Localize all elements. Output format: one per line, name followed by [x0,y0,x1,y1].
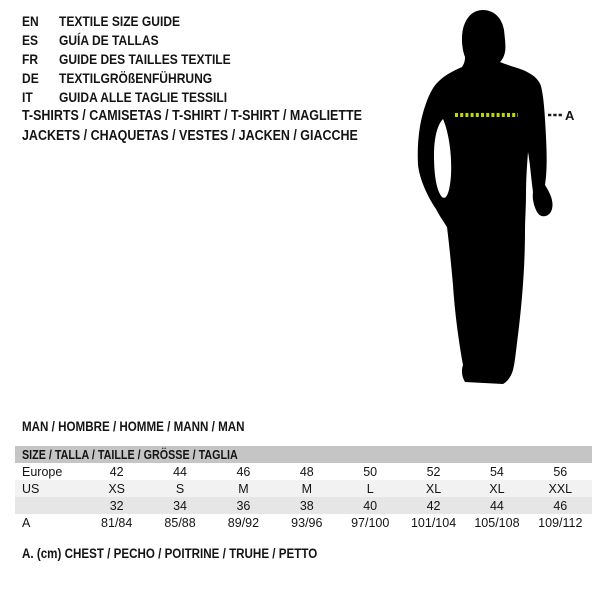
table-row-a [15,514,592,531]
table-row-label: US [22,481,40,496]
size-cell: L [366,481,374,496]
size-cell: S [175,481,185,496]
size-cell: 101/104 [410,515,457,530]
language-code: FR [22,51,39,67]
size-cell: 81/84 [101,515,133,530]
language-code: IT [22,89,33,105]
size-cell: M [301,481,313,496]
table-row-label: Europe [22,464,63,479]
table-row-us [15,480,592,497]
language-row-de [22,69,231,88]
man-silhouette-icon [418,10,553,384]
size-cell: 32 [109,498,124,513]
language-row-en [22,12,231,31]
size-cell: 42 [109,464,124,479]
size-cell: 97/100 [351,515,390,530]
language-code: DE [22,70,39,86]
section-title [22,419,281,434]
language-label: GUIDE DES TAILLES TEXTILE [58,51,231,67]
size-cell: 109/112 [538,515,583,530]
language-label: GUIDA ALLE TAGLIE TESSILI [58,89,228,105]
size-cell: XL [425,481,442,496]
size-cell: 46 [236,464,251,479]
size-cell: 89/92 [227,515,260,530]
size-cell: 36 [236,498,251,513]
table-body [15,463,592,531]
language-code: EN [22,13,39,29]
size-cell: XL [489,481,505,496]
size-cell: XXL [548,481,573,496]
size-cell: 44 [173,464,188,479]
size-cell: 38 [299,498,314,513]
man-figure [403,5,578,395]
size-cell: 85/88 [164,515,196,530]
language-list [22,12,231,107]
table-header [15,446,592,463]
size-cell: 54 [489,464,504,479]
language-row-fr [22,50,231,69]
size-cell: 40 [363,498,378,513]
language-row-it [22,88,231,107]
category-list [22,106,417,146]
size-cell: 93/96 [291,515,323,530]
size-cell: 46 [553,498,568,513]
size-cell: XS [108,481,126,496]
size-cell: 50 [363,464,378,479]
size-cell: 105/108 [474,515,520,530]
table-row-row2 [15,497,592,514]
size-cell: M [238,481,249,496]
table-row-europe [15,463,592,480]
size-cell: 34 [173,498,188,513]
language-label: GUÍA DE TALLAS [58,32,159,48]
language-row-es [22,31,231,50]
size-cell: 48 [299,464,314,479]
section-title-text: MAN / HOMBRE / HOMME / MANN / MAN [22,419,245,434]
table-header-label: SIZE / TALLA / TAILLE / GRÖSSE / TAGLIA [22,447,238,462]
category-line-jackets: JACKETS / CHAQUETAS / VESTES / JACKEN / GIACCHE [22,128,358,144]
category-line-tshirts: T-SHIRTS / CAMISETAS / T-SHIRT / T-SHIRT / MAGLIETTE [22,108,362,124]
size-cell: 44 [489,498,504,513]
size-cell: 56 [553,464,568,479]
measurement-footnote-text: A. (cm) CHEST / PECHO / POITRINE / TRUHE / PETTO [22,546,318,561]
table-row-label: A [22,515,31,530]
measurement-footnote [22,546,365,561]
size-table [15,446,592,531]
measure-label: A [565,108,575,123]
language-code: ES [22,32,39,48]
language-label: TEXTILE SIZE GUIDE [58,13,181,29]
language-label: TEXTILGRÖßENFÜHRUNG [58,70,213,86]
size-cell: 42 [426,498,441,513]
size-cell: 52 [426,464,441,479]
